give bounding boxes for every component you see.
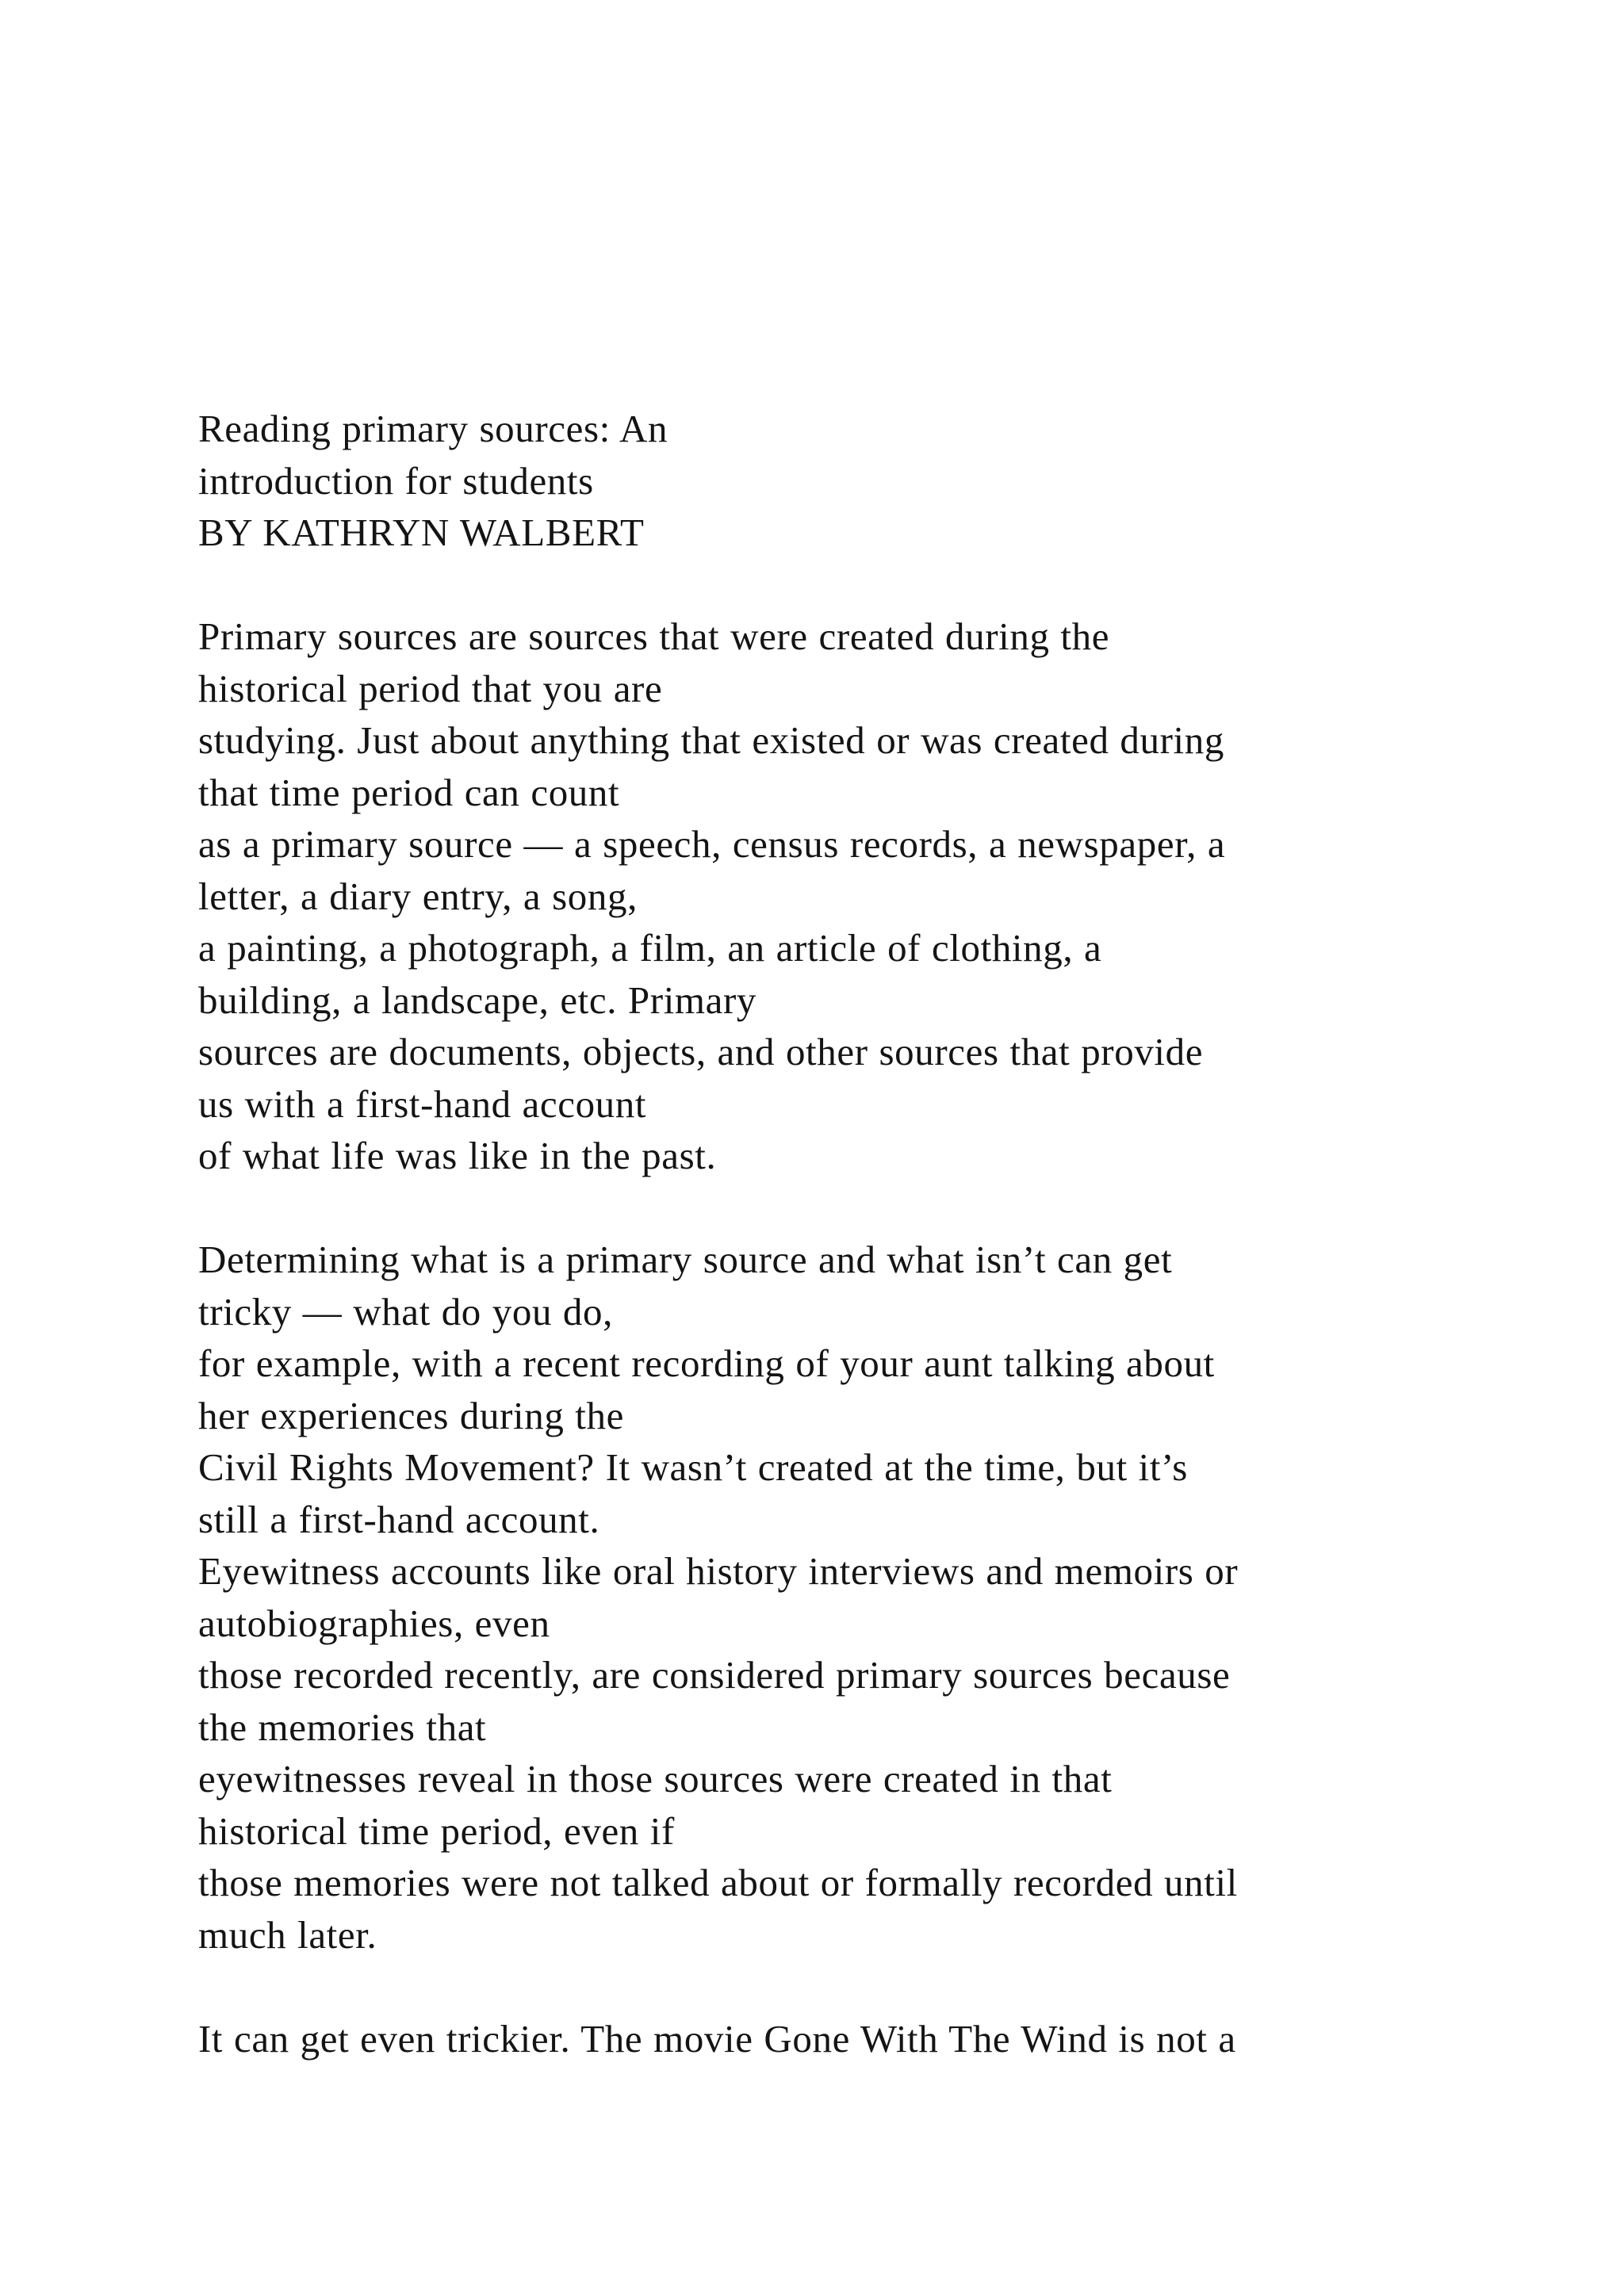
paragraph-line: those recorded recently, are considered primary sources because bbox=[198, 1653, 1231, 1697]
paragraph-line: a painting, a photograph, a film, an article of clothing, a bbox=[198, 926, 1102, 970]
paragraph-3 bbox=[198, 2013, 1546, 2065]
byline: BY KATHRYN WALBERT bbox=[198, 511, 645, 554]
paragraph-line: Civil Rights Movement? It wasn’t created at the time, but it’s bbox=[198, 1445, 1188, 1489]
paragraph-line: that time period can count bbox=[198, 770, 620, 814]
paragraph-line: letter, a diary entry, a song, bbox=[198, 874, 638, 918]
paragraph-line: Eyewitness accounts like oral history interviews and memoirs or bbox=[198, 1549, 1239, 1593]
paragraph-spacer bbox=[198, 1182, 1546, 1234]
paragraph-line: Determining what is a primary source and what isn’t can get bbox=[198, 1238, 1173, 1281]
paragraph-line: sources are documents, objects, and other sources that provide bbox=[198, 1030, 1204, 1073]
title-line-1: Reading primary sources: An bbox=[198, 407, 668, 450]
paragraph-line: as a primary source — a speech, census records, a newspaper, a bbox=[198, 822, 1226, 866]
paragraph-spacer bbox=[198, 1961, 1546, 2013]
paragraph-line: for example, with a recent recording of your aunt talking about bbox=[198, 1341, 1215, 1385]
paragraph-line: Primary sources are sources that were created during the bbox=[198, 614, 1110, 658]
paragraph-line: us with a first-hand account bbox=[198, 1081, 647, 1126]
paragraph-line: It can get even trickier. The movie Gone With The Wind is not a bbox=[198, 2016, 1236, 2061]
paragraph-line: tricky — what do you do, bbox=[198, 1289, 613, 1334]
paragraph-line: historical period that you are bbox=[198, 666, 663, 710]
paragraph-1 bbox=[198, 610, 1546, 1182]
paragraph-line: her experiences during the bbox=[198, 1393, 624, 1437]
paragraph-line: of what life was like in the past. bbox=[198, 1134, 717, 1177]
paragraph-line: the memories that bbox=[198, 1705, 487, 1749]
paragraph-line: much later. bbox=[198, 1912, 377, 1957]
paragraph-line: building, a landscape, etc. Primary bbox=[198, 978, 756, 1022]
paragraph-line: historical time period, even if bbox=[198, 1808, 675, 1853]
paragraph-line: those memories were not talked about or formally recorded until bbox=[198, 1861, 1238, 1904]
paragraph-line: eyewitnesses reveal in those sources were created in that bbox=[198, 1757, 1113, 1800]
paragraph-spacer bbox=[198, 559, 1546, 611]
paragraph-line: autobiographies, even bbox=[198, 1601, 550, 1645]
title-line-2: introduction for students bbox=[198, 458, 594, 503]
paragraph-2 bbox=[198, 1234, 1546, 1961]
paragraph-line: still a first-hand account. bbox=[198, 1497, 600, 1541]
paragraph-line: studying. Just about anything that existed or was created during bbox=[198, 718, 1224, 762]
document-body bbox=[198, 403, 1546, 2064]
